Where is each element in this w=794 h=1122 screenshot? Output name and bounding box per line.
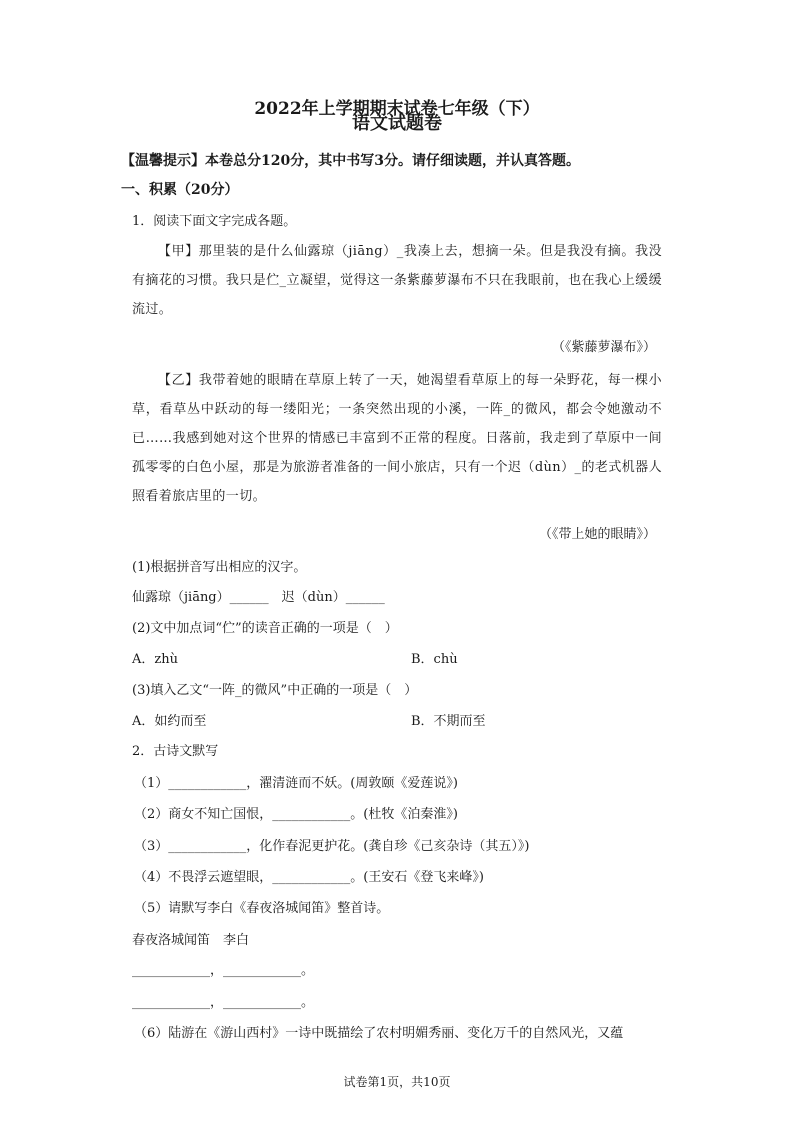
page-footer: 试卷第1页，共10页 — [343, 1075, 451, 1089]
source-b: （《带上她的眼睛》） — [538, 527, 656, 542]
source-a: （《紫藤萝瀑布》） — [551, 340, 656, 355]
exam-subtitle: 语文试题卷 — [352, 113, 442, 134]
q2-item-1: （1）____________，濯清涟而不妖。(周敦颐《爱莲说》) — [134, 776, 458, 791]
section-heading: 一、积累（20分） — [121, 182, 239, 198]
q1-sub2-option-b[interactable]: B．chù — [411, 652, 458, 667]
q2-item-2: （2）商女不知亡国恨，____________。(杜牧《泊秦淮》) — [134, 807, 458, 822]
poem-blank-line-1: ____________，____________。 — [132, 963, 315, 978]
q1-sub3-option-b[interactable]: B．不期而至 — [411, 714, 486, 729]
q2-item-4: （4）不畏浮云遮望眼，____________。(王安石《登飞来峰》) — [134, 870, 484, 885]
poem-blank-line-2: ____________，____________。 — [132, 995, 315, 1010]
q1-sub1: (1)根据拼音写出相应的汉字。 — [132, 560, 307, 575]
q1-sub3-option-a[interactable]: A．如约而至 — [132, 714, 207, 729]
passage-b: 【乙】我带着她的眼睛在草原上转了一天，她渴望看草原上的每一朵野花，每一棵小草，看草丛中跃动的每一缕阳光；一条突然出现的小溪，一阵_的微风，都会令她激动不已……我感到她对这个世界的情感已丰富到不正常的程度。日落前，我走到了草原中一间孤零零的白色小屋，那是为旅游者准备的一间小旅店，只有一个迟（dùn）_的老式机器人照看着旅店里的一切。 — [132, 373, 662, 504]
q1-sub1-blanks: 仙露琼（jiāng）______ 迟（dùn）______ — [132, 590, 385, 605]
q2-item-3: （3）____________，化作春泥更护花。(龚自珍《己亥杂诗（其五）》) — [134, 839, 530, 854]
q2-item-5: （5）请默写李白《春夜洛城闻笛》整首诗。 — [134, 901, 390, 916]
q1-sub3: (3)填入乙文“一阵_的微风”中正确的一项是（ ） — [132, 683, 418, 698]
notice: 【温馨提示】本卷总分120分，其中书写3分。请仔细读题，并认真答题。 — [121, 153, 580, 169]
q1-sub2-option-a[interactable]: A．zhù — [132, 652, 178, 667]
q2-stem: 2．古诗文默写 — [132, 744, 219, 759]
poem-title: 春夜洛城闻笛 李白 — [132, 933, 250, 948]
q1-sub2: (2)文中加点词“伫”的读音正确的一项是（ ） — [132, 621, 398, 636]
passage-a: 【甲】那里装的是什么仙露琼（jiāng）_我凑上去，想摘一朵。但是我没有摘。我没有摘花的习惯。我只是伫_立凝望，觉得这一条紫藤萝瀑布不只在我眼前，也在我心上缓缓流过。 — [132, 244, 662, 317]
q2-item-6: （6）陆游在《游山西村》一诗中既描绘了农村明媚秀丽、变化万千的自然风光，又蕴 — [134, 1026, 624, 1041]
q1-stem: 1．阅读下面文字完成各题。 — [132, 214, 297, 229]
exam-title: 2022年上学期期末试卷七年级（下） — [254, 99, 540, 119]
